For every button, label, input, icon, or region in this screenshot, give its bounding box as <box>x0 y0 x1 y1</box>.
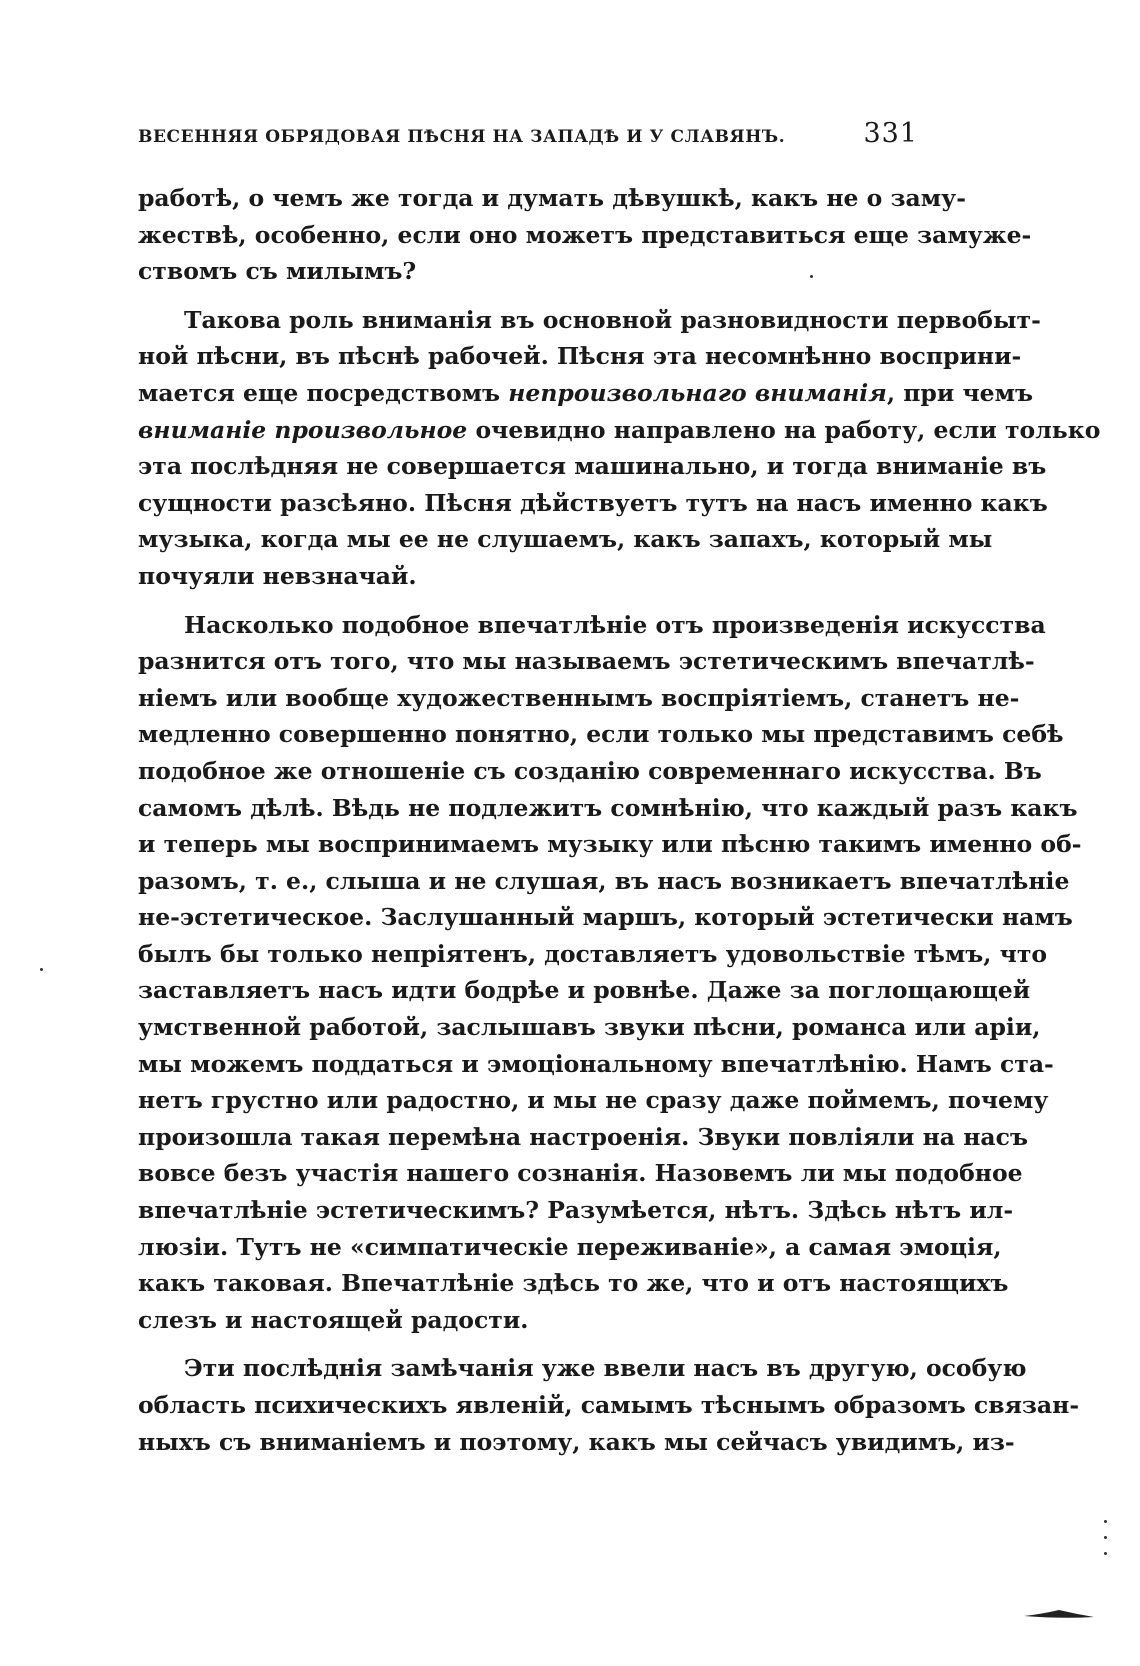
text-line: область психическихъ явленій, самымъ тѣснымъ образомъ связан- <box>138 1391 1080 1419</box>
paragraph-1 <box>138 180 1032 290</box>
scan-speck <box>1104 1552 1107 1555</box>
text-line: эта послѣдняя не совершается машинально, и тогда вниманіе въ <box>138 452 1047 481</box>
text-line: люзіи. Тутъ не «симпатическіе переживаніе», а самая эмоція, <box>138 1232 1002 1261</box>
text-line: нетъ грустно или радостно, и мы не сразу даже поймемъ, почему <box>138 1086 1049 1115</box>
text-line: Эти послѣднія замѣчанія уже ввели насъ въ другую, особую <box>184 1354 1027 1383</box>
text-line: Такова роль вниманія въ основной разновидности первобыт- <box>184 305 1041 334</box>
text-line: почуяли невзначай. <box>138 561 417 590</box>
text-line-with-italic <box>138 412 1101 449</box>
text-line: музыка, когда мы ее не слушаемъ, какъ запахъ, который мы <box>138 525 993 554</box>
text-line: разнится отъ того, что мы называемъ эстетическимъ впечатлѣ- <box>138 647 1035 676</box>
scan-speck <box>1104 1520 1107 1523</box>
text-line: вовсе безъ участія нашего сознанія. Назовемъ ли мы подобное <box>138 1159 1023 1188</box>
text-line: произошла такая перемѣна настроенія. Звуки повліяли на насъ <box>138 1122 1028 1151</box>
body-text <box>138 180 1101 1460</box>
text-line: какъ таковая. Впечатлѣніе здѣсь то же, что и отъ настоящихъ <box>138 1269 1009 1298</box>
text-line: былъ бы только непріятенъ, доставляетъ удовольствіе тѣмъ, что <box>138 939 1048 968</box>
text-line: ствомъ съ милымъ? <box>138 257 417 286</box>
text-run: мается еще посредствомъ <box>138 378 509 407</box>
ink-smudge-mark <box>1022 1608 1096 1620</box>
text-line: жествѣ, особенно, если оно можетъ представиться еще замуже- <box>138 220 1032 249</box>
scan-speck <box>810 275 813 278</box>
text-line: не-эстетическое. Заслушанный маршъ, который эстетически намъ <box>138 903 1073 932</box>
text-line: ной пѣсни, въ пѣснѣ рабочей. Пѣсня эта несомнѣнно восприни- <box>138 342 1022 371</box>
text-run: , при чемъ <box>886 378 1034 407</box>
text-line: и теперь мы воспринимаемъ музыку или пѣсню такимъ именно об- <box>138 830 1082 859</box>
running-head <box>138 118 918 158</box>
paragraph-gap <box>138 290 918 302</box>
text-run: очевидно направлено на работу, если только <box>467 415 1101 444</box>
italic-term: вниманіе произвольное <box>138 415 468 444</box>
text-line: ніемъ или вообще художественнымъ воспріятіемъ, станетъ не- <box>138 683 1020 712</box>
text-line: мы можемъ поддаться и эмоціональному впечатлѣнію. Намъ ста- <box>138 1049 1054 1078</box>
paragraph-2 <box>138 302 1101 595</box>
paragraph-3 <box>138 607 1082 1339</box>
text-line: слезъ и настоящей радости. <box>138 1305 529 1334</box>
running-title: ВЕСЕННЯЯ ОБРЯДОВАЯ ПѢСНЯ НА ЗАПАДѢ И У СЛАВЯНЪ. <box>138 127 786 147</box>
paragraph-gap <box>138 595 918 607</box>
text-line: подобное же отношеніе съ созданію современнаго искусства. Въ <box>138 756 1042 785</box>
text-line: разомъ, т. е., слыша и не слушая, въ насъ возникаетъ впечатлѣніе <box>138 866 1070 895</box>
scan-speck <box>1104 1536 1107 1539</box>
paragraph-4 <box>138 1350 1080 1460</box>
text-line: самомъ дѣлѣ. Вѣдь не подлежитъ сомнѣнію, что каждый разъ какъ <box>138 793 1078 822</box>
text-line: ныхъ съ вниманіемъ и поэтому, какъ мы сейчасъ увидимъ, из- <box>138 1427 1015 1456</box>
text-line: заставляетъ насъ идти бодрѣе и ровнѣе. Даже за поглощающей <box>138 976 1031 1005</box>
scan-speck <box>40 968 43 971</box>
text-line: медленно совершенно понятно, если только мы представимъ себѣ <box>138 720 1064 749</box>
text-line: Насколько подобное впечатлѣніе отъ произведенія искусства <box>184 610 1046 639</box>
page-number: 331 <box>863 118 918 149</box>
text-line: сущности разсѣяно. Пѣсня дѣйствуетъ тутъ на насъ именно какъ <box>138 488 1048 517</box>
text-line-with-italic <box>138 375 1034 412</box>
text-line: работѣ, о чемъ же тогда и думать дѣвушкѣ, какъ не о заму- <box>138 184 966 212</box>
text-line: впечатлѣніе эстетическимъ? Разумѣется, нѣтъ. Здѣсь нѣтъ ил- <box>138 1196 1014 1225</box>
text-line: умственной работой, заслышавъ звуки пѣсни, романса или аріи, <box>138 1013 1041 1042</box>
paragraph-gap <box>138 1338 918 1350</box>
italic-term: непроизвольнаго вниманія <box>508 378 887 407</box>
